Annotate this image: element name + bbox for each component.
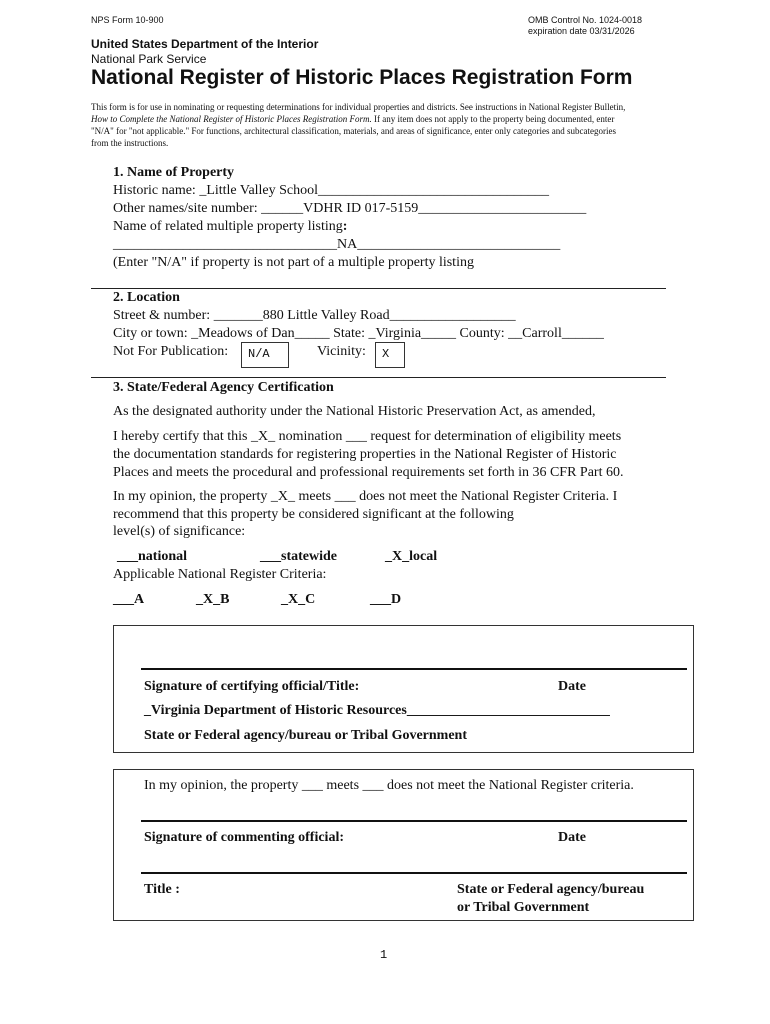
service: National Park Service	[91, 52, 207, 66]
criteria-b[interactable]: _X_B	[196, 592, 230, 607]
other-names-label: Other names/site number:	[113, 201, 258, 216]
criteria-label: Applicable National Register Criteria:	[113, 567, 327, 582]
level-national[interactable]: ___national	[117, 549, 188, 564]
signature-line[interactable]	[141, 668, 687, 670]
department: United States Department of the Interior	[91, 37, 319, 51]
intro-line2	[91, 114, 614, 124]
intro-bulletin-title: How to Complete the National Register of Historic Places Registration Form.	[91, 114, 372, 124]
historic-name-label: Historic name:	[113, 183, 196, 198]
certifying-agency-label: State or Federal agency/bureau or Tribal Government	[144, 728, 468, 743]
section2-heading: 2. Location	[113, 290, 180, 305]
commenting-date-label: Date	[558, 830, 586, 845]
nfp-label: Not For Publication:	[113, 344, 229, 359]
city-value[interactable]: _Meadows of Dan_____	[191, 326, 330, 341]
state-label: State:	[333, 326, 365, 341]
vicinity-field[interactable]: X	[375, 342, 405, 368]
street-label: Street & number:	[113, 308, 211, 323]
section3-heading: 3. State/Federal Agency Certification	[113, 380, 334, 395]
other-names-row	[113, 201, 586, 217]
certify-line3: Places and meets the procedural and professional requirements set forth in 36 CFR Part 60.	[113, 465, 624, 480]
other-names-value[interactable]: ______VDHR ID 017-5159________________________	[261, 201, 587, 216]
historic-name-value[interactable]: _Little Valley School_________________________________	[199, 183, 550, 198]
comment-opinion: In my opinion, the property ___ meets ___ does not meet the National Register criteria.	[144, 778, 634, 793]
certifying-date-label: Date	[558, 679, 586, 694]
vicinity-label: Vicinity:	[317, 344, 366, 359]
criteria-a[interactable]: ___A	[113, 592, 145, 607]
section-divider	[91, 377, 666, 378]
criteria-c[interactable]: _X_C	[281, 592, 316, 607]
intro-line1: This form is for use in nominating or requesting determinations for individual properties and districts. See instructions in National Register Bulletin,	[91, 102, 626, 112]
intro-line4: from the instructions.	[91, 138, 169, 148]
opinion-line2: recommend that this property be considered significant at the following	[113, 507, 514, 522]
commenting-title-label: Title :	[144, 882, 180, 897]
form-number: NPS Form 10-900	[91, 15, 164, 25]
certifying-signature-label: Signature of certifying official/Title:	[144, 679, 360, 694]
city-row	[113, 326, 604, 342]
section1-heading: 1. Name of Property	[113, 165, 235, 180]
intro-line3: "N/A" for "not applicable." For functions, architectural classification, materials, and areas of significance, enter only categories and subcategories	[91, 126, 617, 136]
commenting-agency-line2: or Tribal Government	[457, 900, 590, 915]
related-listing-label: Name of related multiple property listing:	[113, 219, 348, 234]
historic-name-row	[113, 183, 549, 199]
authority-text: As the designated authority under the National Historic Preservation Act, as amended,	[113, 404, 596, 419]
related-listing-value[interactable]: ________________________________NA_____________________________	[113, 237, 561, 252]
level-local[interactable]: _X_local	[385, 549, 438, 564]
city-label: City or town:	[113, 326, 188, 341]
county-value[interactable]: __Carroll______	[508, 326, 604, 341]
opinion-line1: In my opinion, the property _X_ meets ___ does not meet the National Register Criteria. I	[113, 489, 618, 504]
criteria-d[interactable]: ___D	[370, 592, 402, 607]
certify-line2: the documentation standards for registering properties in the National Register of Historic	[113, 447, 617, 462]
county-label: County:	[459, 326, 505, 341]
comment-signature-line[interactable]	[141, 820, 687, 822]
comment-title-line[interactable]	[141, 872, 687, 874]
omb-control: OMB Control No. 1024-0018	[528, 15, 643, 25]
page-title: National Register of Historic Places Registration Form	[91, 66, 633, 89]
opinion-line3: level(s) of significance:	[113, 524, 246, 539]
nfp-field[interactable]: N/A	[241, 342, 289, 368]
certifying-agency-value[interactable]: _Virginia Department of Historic Resources_____________________________	[144, 703, 610, 718]
commenting-agency-line1: State or Federal agency/bureau	[457, 882, 645, 897]
related-listing-note: (Enter "N/A" if property is not part of a multiple property listing	[113, 255, 474, 270]
state-value[interactable]: _Virginia_____	[368, 326, 457, 341]
certify-line1: I hereby certify that this _X_ nomination ___ request for determination of eligibility meets	[113, 429, 622, 444]
section-divider	[91, 288, 666, 289]
commenting-signature-label: Signature of commenting official:	[144, 830, 344, 845]
street-value[interactable]: _______880 Little Valley Road__________________	[213, 308, 516, 323]
page-number: 1	[380, 948, 388, 962]
street-row	[113, 308, 516, 324]
intro-line2-rest: If any item does not apply to the property being documented, enter	[371, 114, 615, 124]
level-statewide[interactable]: ___statewide	[260, 549, 337, 564]
expiration-date: expiration date 03/31/2026	[528, 26, 635, 36]
